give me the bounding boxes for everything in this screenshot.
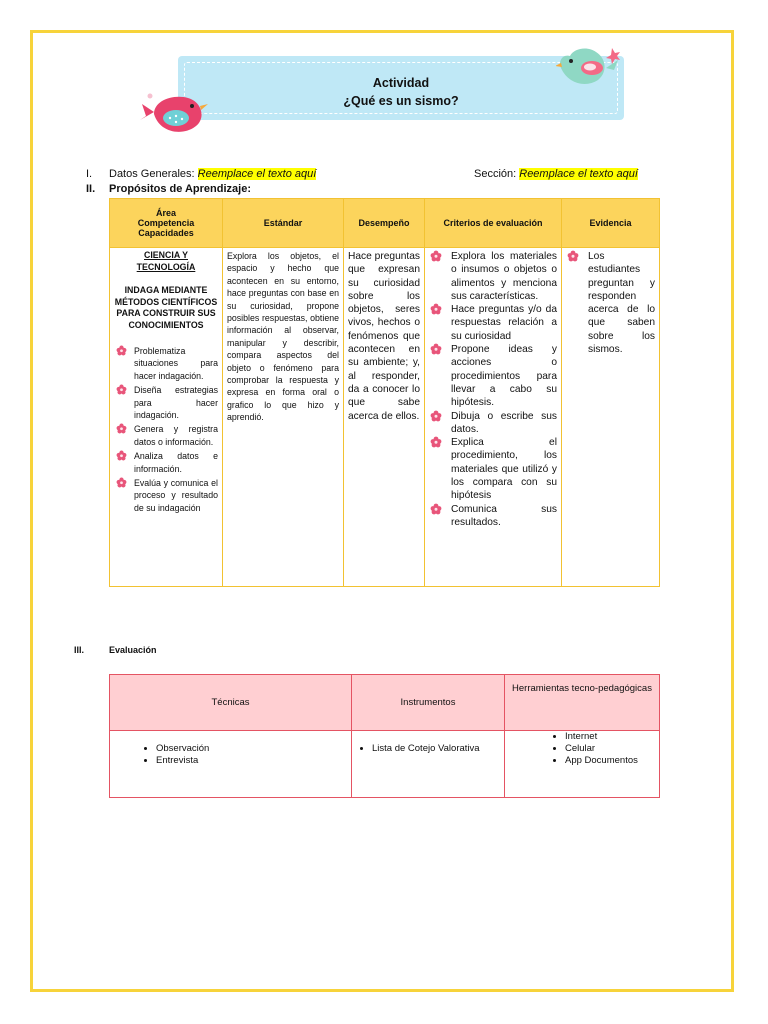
header-criterios: Criterios de evaluación	[425, 199, 562, 248]
criterio-item: Dibuja o escribe sus datos.	[429, 410, 557, 437]
flower-bullet-icon	[430, 410, 442, 426]
purposes-body-row	[110, 248, 660, 587]
flower-bullet-icon	[430, 436, 442, 452]
capacidad-item: Analiza datos e información.	[114, 450, 218, 475]
flower-bullet-icon	[430, 303, 442, 319]
flower-bullet-icon	[430, 250, 442, 266]
section-i-number: I.	[86, 168, 93, 180]
propositos-heading: Propósitos de Aprendizaje:	[109, 183, 252, 195]
header-area	[110, 199, 223, 248]
tecnica-item: • Observación	[156, 743, 345, 755]
instrumentos-cell	[352, 731, 505, 798]
flower-bullet-icon	[430, 503, 442, 519]
header-tecnicas: Técnicas	[110, 675, 352, 731]
evaluacion-heading: Evaluación	[109, 645, 157, 655]
section-iii-number: III.	[74, 645, 85, 655]
header-evidencia: Evidencia	[562, 199, 660, 248]
evaluation-header-row	[110, 675, 660, 731]
header-area-line: Área	[155, 208, 176, 218]
purposes-table	[109, 198, 660, 587]
header-instrumentos: Instrumentos	[352, 675, 505, 731]
capacidad-item: Problematiza situaciones para hacer indagación.	[114, 345, 218, 382]
flower-bullet-icon	[116, 423, 127, 437]
datos-generales-value[interactable]: Reemplace el texto aquí	[197, 168, 317, 180]
seccion-label: Sección:	[474, 168, 520, 180]
criterio-item: Hace preguntas y/o da respuestas relación a su curiosidad	[429, 303, 557, 343]
flower-bullet-icon	[430, 343, 442, 359]
flower-bullet-icon	[567, 250, 579, 266]
criterios-cell	[425, 248, 562, 587]
header-herramientas: Herramientas tecno-pedagógicas	[505, 675, 660, 731]
competencia-name: INDAGA MEDIANTE MÉTODOS CIENTÍFICOS PARA CONSTRUIR SUS CONOCIMIENTOS	[114, 285, 218, 330]
evidencia-item: Los estudiantes preguntan y responden acerca de lo que saben sobre los sismos.	[566, 250, 655, 356]
herramienta-item: • Internet	[565, 731, 653, 743]
flower-bullet-icon	[116, 450, 127, 464]
section-ii-number: II.	[86, 183, 96, 195]
criterio-item: Explica el procedimiento, los materiales que utilizó y los compara con su hipótesis	[429, 436, 557, 502]
datos-generales-label: Datos Generales:	[109, 168, 198, 180]
seccion-value[interactable]: Reemplace el texto aquí	[519, 168, 638, 180]
purposes-header-row	[110, 199, 660, 248]
flower-bullet-icon	[116, 384, 127, 398]
flower-bullet-icon	[116, 345, 127, 359]
criterio-item: Comunica sus resultados.	[429, 503, 557, 530]
area-cell	[110, 248, 223, 587]
herramienta-item: • Celular	[565, 743, 653, 755]
desempeno-cell: Hace preguntas que expresan su curiosidad sobre los objetos, seres vivos, hechos o fenómenos que acontecen en su ambiente; y, al responder, da a conocer lo que sabe acerca de ellos.	[344, 248, 425, 587]
header-desempeno: Desempeño	[344, 199, 425, 248]
evaluation-table	[109, 674, 660, 798]
capacidad-item: Diseña estrategias para hacer indagación.	[114, 384, 218, 421]
evidencia-cell	[562, 248, 660, 587]
activity-subtitle: ¿Qué es un sismo?	[343, 94, 459, 108]
criterio-item: Propone ideas y acciones o procedimientos para llevar a cabo su hipótesis.	[429, 343, 557, 409]
header-capacidades-line: Capacidades	[138, 228, 194, 238]
flower-bullet-icon	[116, 477, 127, 491]
area-name: CIENCIA Y TECNOLOGÍA	[136, 250, 196, 272]
herramientas-cell	[505, 731, 660, 798]
header-estandar: Estándar	[223, 199, 344, 248]
header-competencia-line: Competencia	[137, 218, 195, 228]
tecnicas-cell	[110, 731, 352, 798]
capacidad-item: Genera y registra datos o información.	[114, 423, 218, 448]
evaluation-body-row	[110, 731, 660, 798]
teal-bird-icon	[556, 42, 628, 92]
estandar-cell: Explora los objetos, el espacio y hecho que acontecen en su entorno, hace preguntas con base en su curiosidad, propone posibles respuestas, obtiene información al observar, manipular y describir, compara aspectos del objeto o fenómeno para comprobar la respuesta y expresa en forma oral o grafico lo que hizo y aprendió.	[223, 248, 344, 587]
datos-generales-line	[109, 168, 316, 181]
pink-bird-icon	[140, 90, 214, 138]
herramienta-item: • App Documentos	[565, 755, 653, 767]
instrumento-item: • Lista de Cotejo Valorativa	[372, 743, 498, 755]
criterio-item: Explora los materiales o insumos o objetos o alimentos y menciona sus características.	[429, 250, 557, 303]
capacidad-item: Evalúa y comunica el proceso y resultado de su indagación	[114, 477, 218, 514]
tecnica-item: • Entrevista	[156, 755, 345, 767]
seccion-line	[474, 168, 638, 181]
activity-title: Actividad	[372, 76, 430, 90]
